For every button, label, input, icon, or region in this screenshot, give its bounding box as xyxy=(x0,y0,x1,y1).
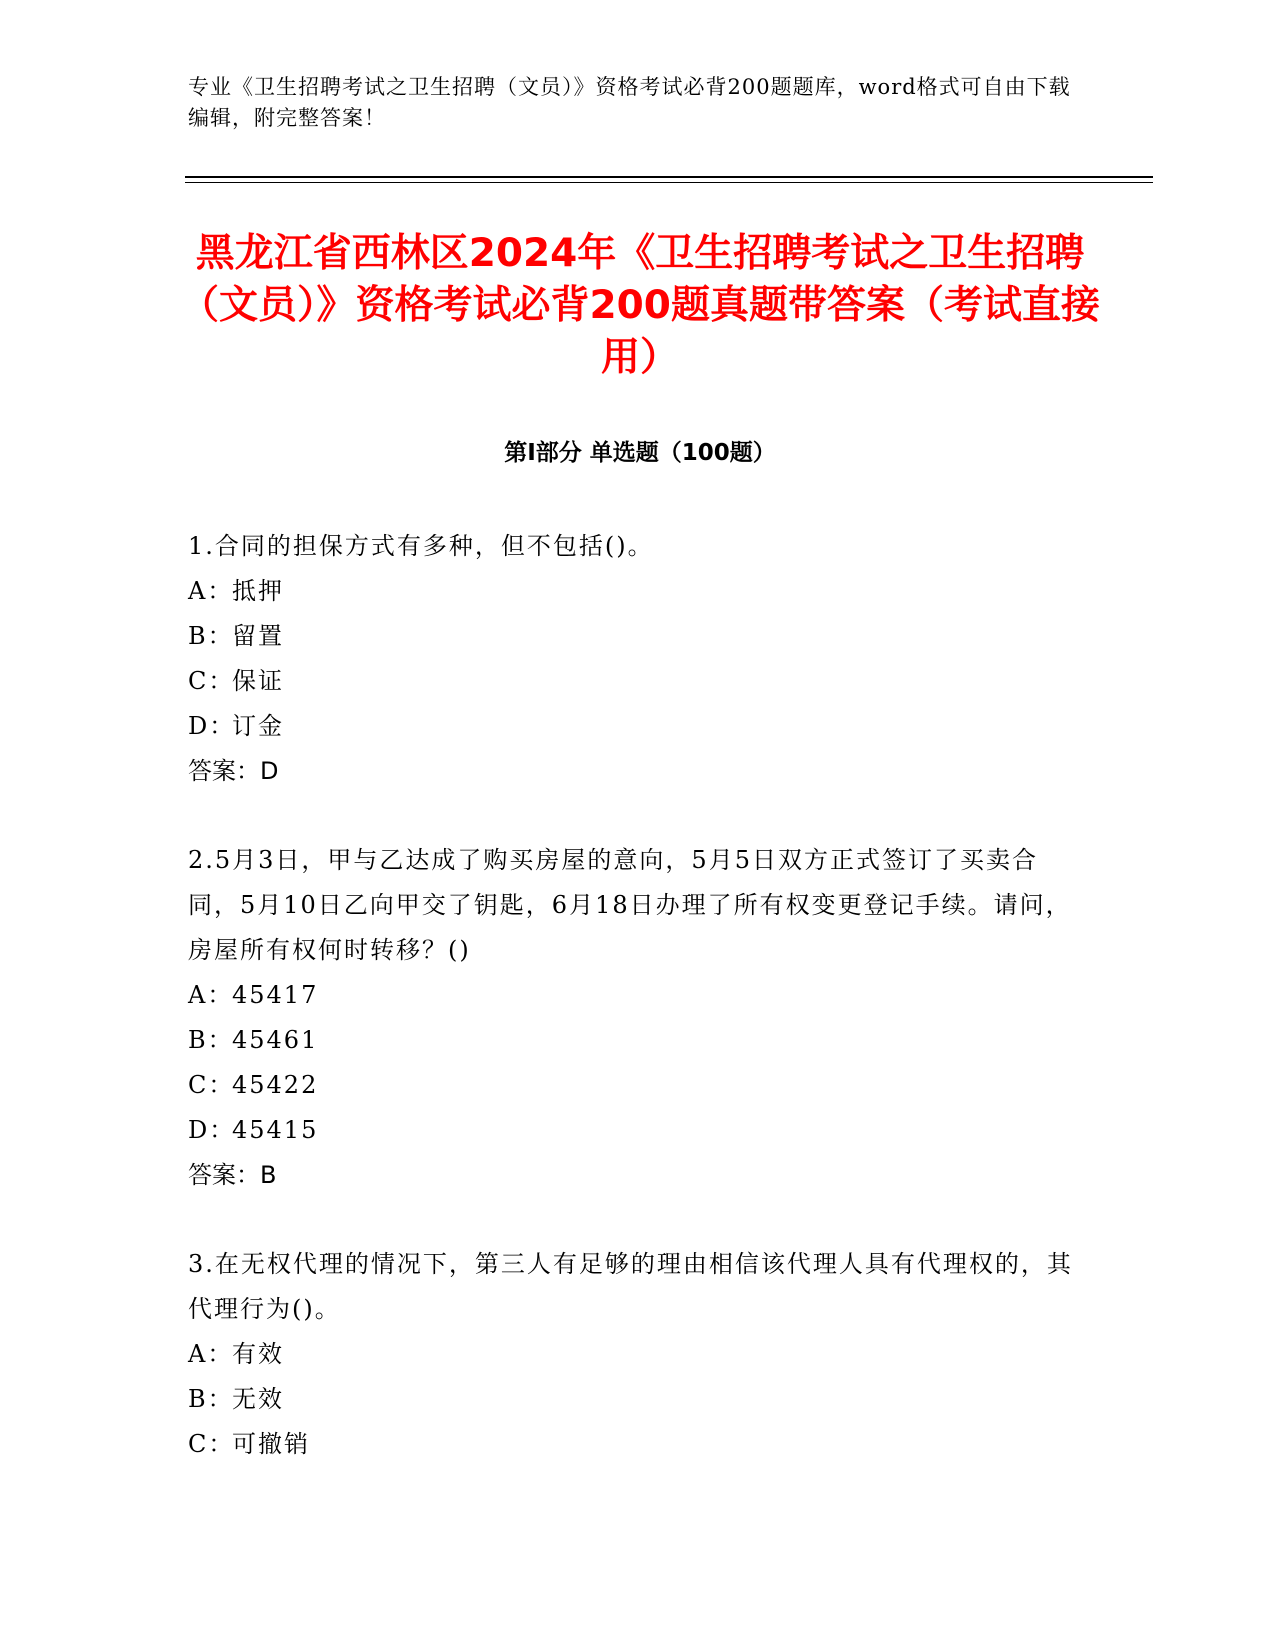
answer-key: 答案：D xyxy=(188,757,279,785)
option-text: 有效 xyxy=(232,1340,284,1368)
option-text: 45461 xyxy=(232,1026,319,1054)
option-letter: D： xyxy=(188,1116,236,1144)
answer-option xyxy=(188,973,1078,1018)
option-letter: D： xyxy=(188,712,236,740)
question-list xyxy=(188,524,1078,1511)
question-2 xyxy=(188,838,1078,1198)
header-divider xyxy=(185,176,1153,178)
header-divider-thin xyxy=(185,182,1153,183)
option-letter: A： xyxy=(188,577,234,605)
option-text: 抵押 xyxy=(232,577,284,605)
option-letter: B： xyxy=(188,1385,234,1413)
answer-key: 答案：B xyxy=(188,1161,277,1189)
header-note: 专业《卫生招聘考试之卫生招聘（文员）》资格考试必背200题题库，word格式可自由下载编辑，附完整答案！ xyxy=(188,75,1071,130)
question-stem: 2.5月3日，甲与乙达成了购买房屋的意向，5月5日双方正式签订了买卖合同，5月10日乙向甲交了钥匙，6月18日办理了所有权变更登记手续。请问，房屋所有权何时转移？() xyxy=(188,846,1072,964)
document-title: 黑龙江省西林区2024年《卫生招聘考试之卫生招聘（文员）》资格考试必背200题真题带答案（考试直接用） xyxy=(180,231,1100,380)
option-text: 订金 xyxy=(232,712,284,740)
question-3 xyxy=(188,1242,1078,1467)
option-text: 留置 xyxy=(232,622,284,650)
answer-option xyxy=(188,569,1078,614)
answer-option xyxy=(188,1018,1078,1063)
option-letter: C： xyxy=(188,667,235,695)
answer-option xyxy=(188,1108,1078,1153)
answer-option xyxy=(188,1377,1078,1422)
option-letter: B： xyxy=(188,1026,234,1054)
question-1 xyxy=(188,524,1078,794)
option-text: 保证 xyxy=(232,667,284,695)
section-heading: 第Ⅰ部分 单选题（100题） xyxy=(504,440,776,466)
option-text: 45417 xyxy=(232,981,319,1009)
option-letter: C： xyxy=(188,1430,235,1458)
option-letter: A： xyxy=(188,981,234,1009)
answer-option xyxy=(188,659,1078,704)
option-text: 可撤销 xyxy=(232,1430,310,1458)
option-letter: B： xyxy=(188,622,234,650)
question-stem: 3.在无权代理的情况下，第三人有足够的理由相信该代理人具有代理权的，其代理行为()。 xyxy=(188,1250,1073,1323)
option-letter: C： xyxy=(188,1071,235,1099)
option-text: 45415 xyxy=(232,1116,319,1144)
answer-option xyxy=(188,614,1078,659)
answer-option xyxy=(188,1063,1078,1108)
answer-option xyxy=(188,704,1078,749)
option-text: 无效 xyxy=(232,1385,284,1413)
question-stem: 1.合同的担保方式有多种，但不包括()。 xyxy=(188,532,654,560)
answer-option xyxy=(188,1422,1078,1467)
option-text: 45422 xyxy=(232,1071,319,1099)
option-letter: A： xyxy=(188,1340,234,1368)
answer-option xyxy=(188,1332,1078,1377)
